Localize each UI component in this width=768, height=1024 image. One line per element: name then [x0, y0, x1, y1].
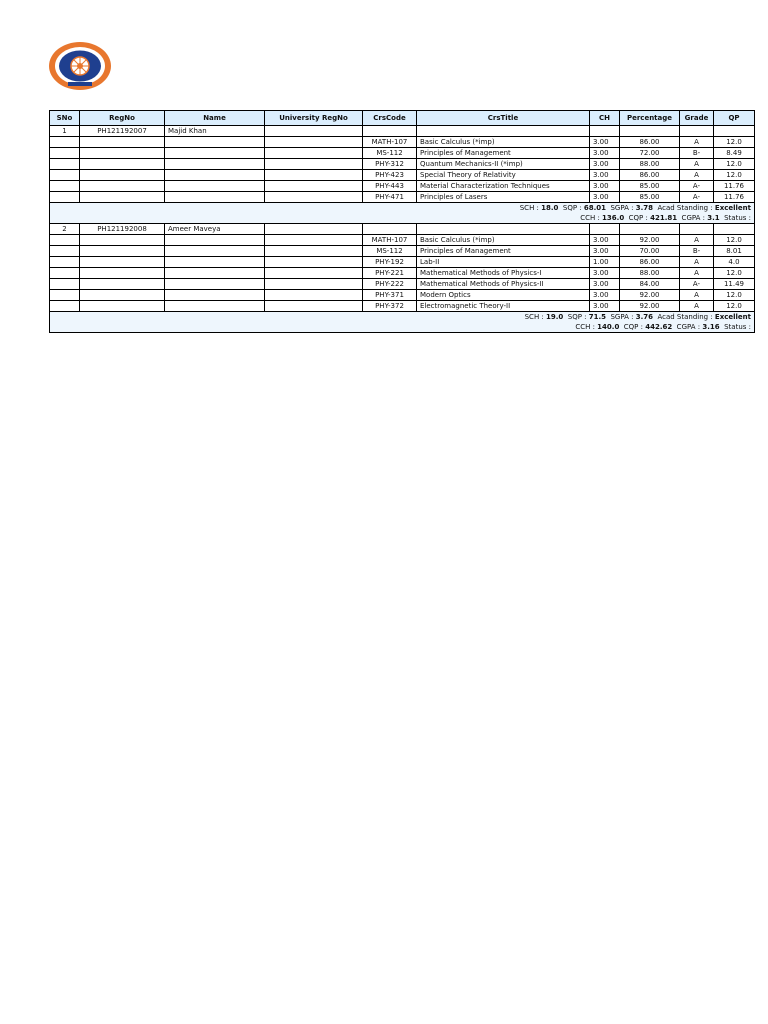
- percentage-cell: 86.00: [620, 137, 680, 148]
- empty-cell: [714, 126, 755, 137]
- summary-row: [50, 213, 755, 224]
- empty-cell: [265, 268, 363, 279]
- course-code-cell: PHY-423: [363, 170, 417, 181]
- quality-points-cell: 12.0: [714, 170, 755, 181]
- course-code-cell: MS-112: [363, 148, 417, 159]
- empty-cell: [80, 301, 165, 312]
- empty-cell: [417, 126, 590, 137]
- summary-value: 421.81: [650, 214, 678, 222]
- credit-hours-cell: 3.00: [590, 290, 620, 301]
- empty-cell: [165, 181, 265, 192]
- percentage-cell: 70.00: [620, 246, 680, 257]
- course-title-cell: Lab-II: [417, 257, 590, 268]
- empty-cell: [680, 126, 714, 137]
- credit-hours-cell: 3.00: [590, 279, 620, 290]
- course-row: [50, 192, 755, 203]
- credit-hours-cell: 1.00: [590, 257, 620, 268]
- empty-cell: [165, 301, 265, 312]
- course-title-cell: Basic Calculus (*imp): [417, 235, 590, 246]
- summary-value: 442.62: [645, 323, 673, 331]
- empty-cell: [50, 148, 80, 159]
- summary-cell: [50, 312, 755, 323]
- credit-hours-cell: 3.00: [590, 148, 620, 159]
- empty-cell: [50, 290, 80, 301]
- course-code-cell: MATH-107: [363, 137, 417, 148]
- empty-cell: [50, 170, 80, 181]
- empty-cell: [50, 301, 80, 312]
- course-row: [50, 290, 755, 301]
- credit-hours-cell: 3.00: [590, 192, 620, 203]
- result-table: [49, 110, 755, 333]
- course-code-cell: MATH-107: [363, 235, 417, 246]
- column-header: RegNo: [80, 111, 165, 126]
- empty-cell: [265, 235, 363, 246]
- course-code-cell: PHY-443: [363, 181, 417, 192]
- empty-cell: [680, 224, 714, 235]
- course-row: [50, 181, 755, 192]
- course-row: [50, 268, 755, 279]
- percentage-cell: 88.00: [620, 159, 680, 170]
- course-title-cell: Quantum Mechanics-II (*imp): [417, 159, 590, 170]
- summary-row: [50, 312, 755, 323]
- column-header: Percentage: [620, 111, 680, 126]
- summary-cell: [50, 322, 755, 333]
- course-title-cell: Electromagnetic Theory-II: [417, 301, 590, 312]
- sno-cell: 1: [50, 126, 80, 137]
- empty-cell: [165, 257, 265, 268]
- empty-cell: [50, 246, 80, 257]
- grade-cell: A-: [680, 279, 714, 290]
- course-code-cell: PHY-372: [363, 301, 417, 312]
- summary-value: 3.76: [635, 313, 653, 321]
- course-title-cell: Mathematical Methods of Physics-II: [417, 279, 590, 290]
- percentage-cell: 84.00: [620, 279, 680, 290]
- summary-label: CGPA :: [677, 214, 708, 222]
- summary-value: 19.0: [546, 313, 564, 321]
- quality-points-cell: 12.0: [714, 137, 755, 148]
- regno-cell: PH121192007: [80, 126, 165, 137]
- name-cell: Majid Khan: [165, 126, 265, 137]
- column-header: QP: [714, 111, 755, 126]
- empty-cell: [363, 224, 417, 235]
- quality-points-cell: 12.0: [714, 159, 755, 170]
- summary-label: SGPA :: [606, 204, 636, 212]
- grade-cell: A: [680, 137, 714, 148]
- empty-cell: [80, 159, 165, 170]
- empty-cell: [80, 268, 165, 279]
- credit-hours-cell: 3.00: [590, 170, 620, 181]
- course-title-cell: Special Theory of Relativity: [417, 170, 590, 181]
- column-header: CrsCode: [363, 111, 417, 126]
- course-row: [50, 257, 755, 268]
- quality-points-cell: 12.0: [714, 235, 755, 246]
- course-title-cell: Principles of Management: [417, 148, 590, 159]
- empty-cell: [80, 170, 165, 181]
- empty-cell: [165, 290, 265, 301]
- course-row: [50, 159, 755, 170]
- empty-cell: [165, 246, 265, 257]
- percentage-cell: 72.00: [620, 148, 680, 159]
- table-header-row: [50, 111, 755, 126]
- grade-cell: A: [680, 159, 714, 170]
- course-title-cell: Principles of Management: [417, 246, 590, 257]
- column-header: University RegNo: [265, 111, 363, 126]
- empty-cell: [80, 192, 165, 203]
- course-row: [50, 246, 755, 257]
- empty-cell: [50, 279, 80, 290]
- course-row: [50, 170, 755, 181]
- empty-cell: [80, 246, 165, 257]
- university-regno-cell: [265, 224, 363, 235]
- empty-cell: [165, 279, 265, 290]
- summary-value: 18.0: [541, 204, 559, 212]
- empty-cell: [265, 170, 363, 181]
- grade-cell: A: [680, 301, 714, 312]
- empty-cell: [265, 192, 363, 203]
- empty-cell: [165, 192, 265, 203]
- credit-hours-cell: 3.00: [590, 137, 620, 148]
- empty-cell: [80, 257, 165, 268]
- credit-hours-cell: 3.00: [590, 301, 620, 312]
- course-code-cell: PHY-371: [363, 290, 417, 301]
- quality-points-cell: 12.0: [714, 290, 755, 301]
- grade-cell: B-: [680, 246, 714, 257]
- quality-points-cell: 12.0: [714, 301, 755, 312]
- credit-hours-cell: 3.00: [590, 181, 620, 192]
- summary-label: CQP :: [619, 323, 646, 331]
- regno-cell: PH121192008: [80, 224, 165, 235]
- summary-label: Acad Standing :: [653, 313, 715, 321]
- course-row: [50, 137, 755, 148]
- empty-cell: [265, 279, 363, 290]
- summary-row: [50, 322, 755, 333]
- percentage-cell: 86.00: [620, 257, 680, 268]
- summary-label: Status :: [719, 214, 751, 222]
- summary-label: Acad Standing :: [653, 204, 715, 212]
- percentage-cell: 92.00: [620, 235, 680, 246]
- grade-cell: A-: [680, 192, 714, 203]
- percentage-cell: 85.00: [620, 181, 680, 192]
- summary-label: CCH :: [575, 323, 598, 331]
- empty-cell: [50, 137, 80, 148]
- university-seal-icon: [48, 41, 112, 91]
- percentage-cell: 86.00: [620, 170, 680, 181]
- student-row: [50, 224, 755, 235]
- quality-points-cell: 8.49: [714, 148, 755, 159]
- percentage-cell: 85.00: [620, 192, 680, 203]
- empty-cell: [80, 148, 165, 159]
- summary-label: SQP :: [558, 204, 584, 212]
- empty-cell: [265, 257, 363, 268]
- empty-cell: [165, 235, 265, 246]
- summary-label: CQP :: [624, 214, 651, 222]
- empty-cell: [620, 126, 680, 137]
- summary-value: 3.1: [707, 214, 720, 222]
- column-header: CrsTitle: [417, 111, 590, 126]
- summary-value: 140.0: [597, 323, 620, 331]
- summary-label: SQP :: [563, 313, 589, 321]
- course-row: [50, 279, 755, 290]
- quality-points-cell: 11.76: [714, 192, 755, 203]
- course-code-cell: PHY-222: [363, 279, 417, 290]
- empty-cell: [265, 246, 363, 257]
- empty-cell: [417, 224, 590, 235]
- summary-label: SCH :: [524, 313, 547, 321]
- empty-cell: [165, 268, 265, 279]
- name-cell: Ameer Maveya: [165, 224, 265, 235]
- grade-cell: A: [680, 170, 714, 181]
- course-code-cell: PHY-192: [363, 257, 417, 268]
- empty-cell: [590, 224, 620, 235]
- empty-cell: [80, 137, 165, 148]
- course-title-cell: Material Characterization Techniques: [417, 181, 590, 192]
- empty-cell: [165, 148, 265, 159]
- empty-cell: [80, 290, 165, 301]
- quality-points-cell: 8.01: [714, 246, 755, 257]
- course-title-cell: Basic Calculus (*imp): [417, 137, 590, 148]
- column-header: SNo: [50, 111, 80, 126]
- grade-cell: B-: [680, 148, 714, 159]
- empty-cell: [620, 224, 680, 235]
- empty-cell: [265, 137, 363, 148]
- grade-cell: A-: [680, 181, 714, 192]
- credit-hours-cell: 3.00: [590, 246, 620, 257]
- empty-cell: [50, 268, 80, 279]
- course-title-cell: Modern Optics: [417, 290, 590, 301]
- column-header: Grade: [680, 111, 714, 126]
- grade-cell: A: [680, 268, 714, 279]
- table-body: [50, 126, 755, 333]
- empty-cell: [50, 159, 80, 170]
- course-code-cell: PHY-221: [363, 268, 417, 279]
- empty-cell: [50, 192, 80, 203]
- empty-cell: [363, 126, 417, 137]
- course-row: [50, 235, 755, 246]
- summary-value: Excellent: [714, 313, 751, 321]
- summary-value: 3.78: [635, 204, 653, 212]
- summary-value: Excellent: [714, 204, 751, 212]
- course-code-cell: PHY-312: [363, 159, 417, 170]
- course-row: [50, 301, 755, 312]
- empty-cell: [50, 257, 80, 268]
- course-code-cell: PHY-471: [363, 192, 417, 203]
- percentage-cell: 92.00: [620, 301, 680, 312]
- summary-value: 136.0: [602, 214, 625, 222]
- column-header: Name: [165, 111, 265, 126]
- summary-cell: [50, 203, 755, 214]
- quality-points-cell: 12.0: [714, 268, 755, 279]
- empty-cell: [265, 181, 363, 192]
- column-header: CH: [590, 111, 620, 126]
- percentage-cell: 92.00: [620, 290, 680, 301]
- course-row: [50, 148, 755, 159]
- quality-points-cell: 4.0: [714, 257, 755, 268]
- course-title-cell: Mathematical Methods of Physics-I: [417, 268, 590, 279]
- empty-cell: [590, 126, 620, 137]
- credit-hours-cell: 3.00: [590, 235, 620, 246]
- credit-hours-cell: 3.00: [590, 159, 620, 170]
- empty-cell: [265, 148, 363, 159]
- empty-cell: [80, 235, 165, 246]
- empty-cell: [165, 159, 265, 170]
- summary-row: [50, 203, 755, 214]
- empty-cell: [50, 235, 80, 246]
- empty-cell: [265, 290, 363, 301]
- quality-points-cell: 11.49: [714, 279, 755, 290]
- summary-label: CCH :: [580, 214, 603, 222]
- empty-cell: [714, 224, 755, 235]
- percentage-cell: 88.00: [620, 268, 680, 279]
- grade-cell: A: [680, 257, 714, 268]
- quality-points-cell: 11.76: [714, 181, 755, 192]
- course-title-cell: Principles of Lasers: [417, 192, 590, 203]
- sno-cell: 2: [50, 224, 80, 235]
- university-regno-cell: [265, 126, 363, 137]
- grade-cell: A: [680, 290, 714, 301]
- summary-value: 68.01: [583, 204, 607, 212]
- student-row: [50, 126, 755, 137]
- summary-value: 71.5: [588, 313, 607, 321]
- summary-cell: [50, 213, 755, 224]
- empty-cell: [80, 279, 165, 290]
- grade-cell: A: [680, 235, 714, 246]
- credit-hours-cell: 3.00: [590, 268, 620, 279]
- summary-label: Status :: [719, 323, 751, 331]
- empty-cell: [50, 181, 80, 192]
- summary-label: CGPA :: [672, 323, 703, 331]
- summary-label: SCH :: [519, 204, 542, 212]
- empty-cell: [165, 170, 265, 181]
- empty-cell: [265, 301, 363, 312]
- empty-cell: [80, 181, 165, 192]
- summary-label: SGPA :: [606, 313, 636, 321]
- empty-cell: [265, 159, 363, 170]
- empty-cell: [165, 137, 265, 148]
- summary-value: 3.16: [702, 323, 720, 331]
- course-code-cell: MS-112: [363, 246, 417, 257]
